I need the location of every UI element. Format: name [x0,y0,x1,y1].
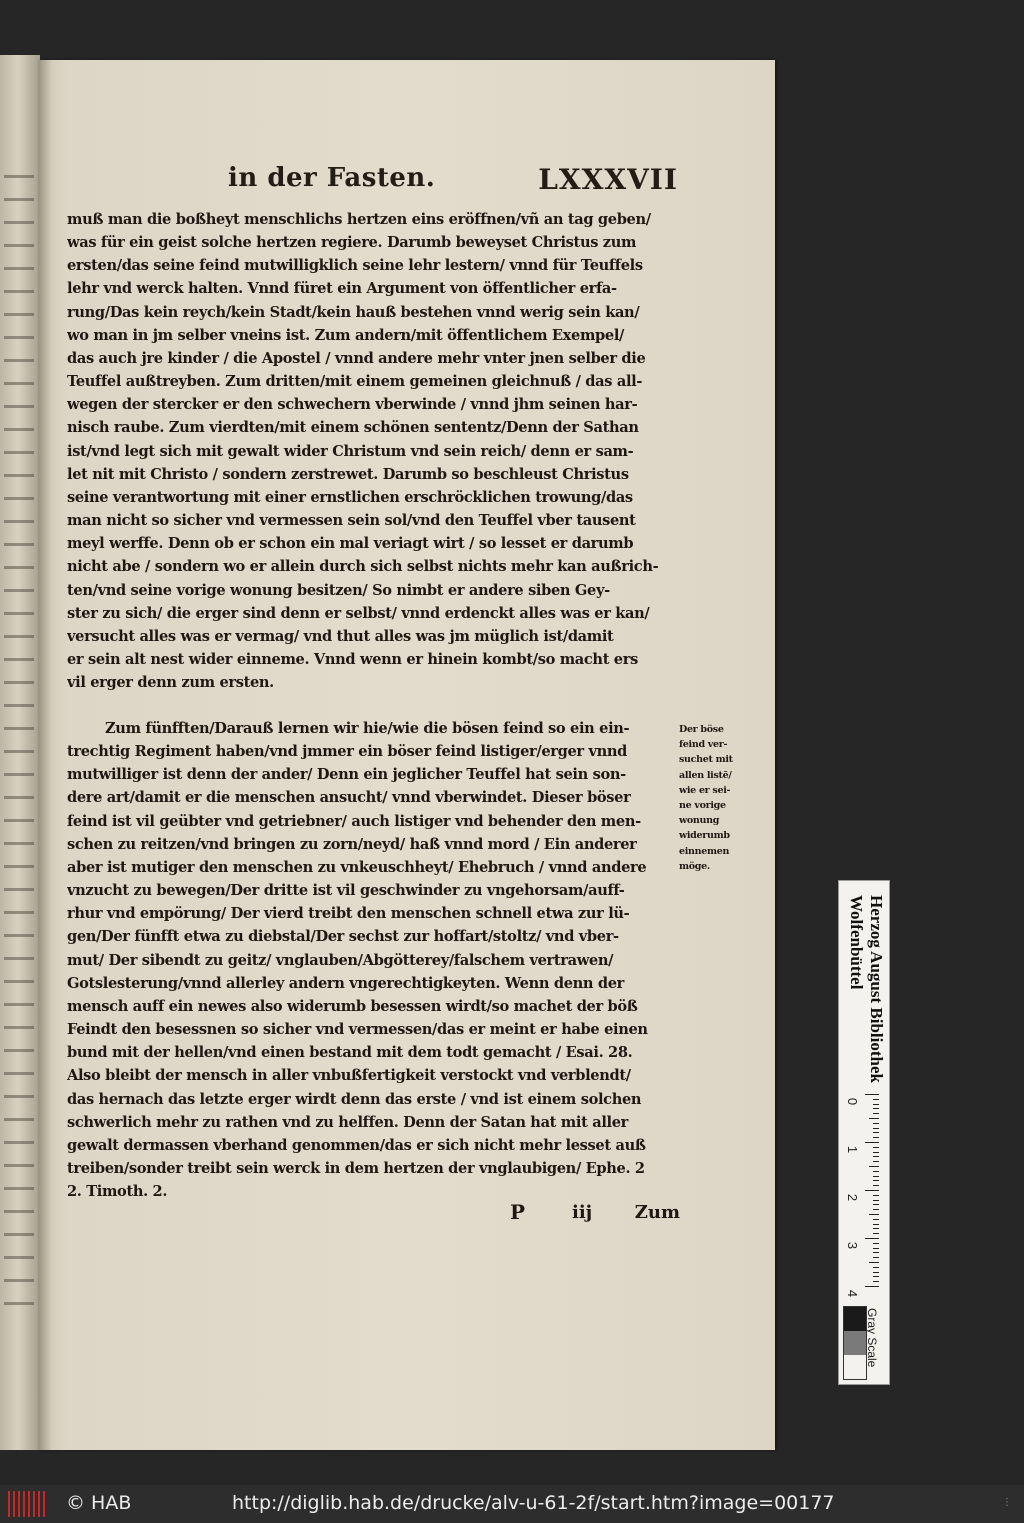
ruler-tick [873,1185,879,1186]
marginal-note [679,722,749,874]
text-line: schen zu reitzen/vnd bringen zu zorn/neyd/ haß vnnd mord / Ein anderer [67,835,637,853]
centimeter-ruler [845,1094,879,1298]
ruler-tick [873,1224,879,1225]
text-line: aber ist mutiger den menschen zu vnkeuschheyt/ Ehebruch / vnnd andere [67,858,647,876]
ruler-tick [865,1142,879,1143]
ruler-tick [869,1118,879,1119]
text-line: lehr vnd werck halten. Vnnd füret ein Argument von öffentlicher erfa- [67,280,617,298]
gray-patch-mid [844,1331,866,1355]
ruler-tick [873,1180,879,1181]
text-line: rhur vnd empörung/ Der vierd treibt den menschen schnell etwa zur lü- [67,905,630,923]
logo-bar [43,1491,45,1517]
text-line: dere art/damit er die menschen ansucht/ vnnd vberwindet. Dieser böser [67,789,631,807]
text-line: ersten/das seine feind mutwilligklich seine lehr lestern/ vnnd für Teuffels [67,257,643,275]
catchword: Zum [634,1202,680,1223]
running-head [228,163,678,203]
text-line: nicht abe / sondern wo er allein durch sich selbst nichts mehr kan außrich- [67,558,659,576]
ruler-tick [873,1204,879,1205]
text-line: bund mit der hellen/vnd einen bestand mit dem todt gemacht / Esai. 28. [67,1044,633,1062]
marginal-line: wie er sei- [679,784,731,796]
text-line: gewalt dermassen vberhand genommen/das er sich nicht mehr lesset auß [67,1136,646,1154]
gutter-shadow [38,60,52,1450]
ruler-tick [873,1272,879,1273]
text-line: man nicht so sicher vnd vermessen sein sol/vnd den Teuffel vber tausent [67,512,636,530]
logo-bar [33,1491,35,1517]
text-line: 2. Timoth. 2. [67,1183,168,1201]
ruler-number: 0 [845,1097,861,1106]
text-line: wegen der stercker er den schwechern vberwinde / vnnd jhm seinen har- [67,396,638,414]
ruler-tick [873,1233,879,1234]
text-line: das hernach das letzte erger wirdt denn das erste / vnd ist einem solchen [67,1090,642,1108]
text-line: ten/vnd seine vorige wonung besitzen/ So nimbt er andere siben Gey- [67,581,610,599]
text-line: nisch raube. Zum vierdten/mit einem schönen sententz/Denn der Sathan [67,419,639,437]
previous-page-text-traces [4,175,34,1325]
text-line: vil erger denn zum ersten. [67,674,274,692]
text-line: muß man die boßheyt menschlichs hertzen eins eröffnen/vñ an tag geben/ [67,211,651,228]
logo-bar [8,1491,10,1517]
ruler-tick [873,1147,879,1148]
text-line: rung/Das kein reych/kein Stadt/kein hauß bestehen vnnd werig sein kan/ [67,303,640,321]
ruler-tick [873,1276,879,1277]
ruler-tick [873,1108,879,1109]
ruler-tick [873,1104,879,1105]
folio-number: LXXXVII [538,163,678,196]
paragraph-2 [67,717,679,1203]
text-line: mensch auff ein newes also widerumb besessen wirdt/so machet der böß [67,997,638,1015]
text-line: seine verantwortung mit einer ernstlichen erschröcklichen trowung/das [67,488,633,506]
logo-bar [18,1491,20,1517]
source-url-link[interactable]: http://diglib.hab.de/drucke/alv-u-61-2f/start.htm?image=00177 [232,1492,835,1514]
ruler-tick [873,1128,879,1129]
text-line: Gotslesterung/vnnd allerley andern vngerechtigkeyten. Wenn denn der [67,974,625,992]
logo-bar [23,1491,25,1517]
calibration-strip [838,880,890,1385]
ruler-tick [873,1123,879,1124]
marginal-line: suchet mit [679,754,733,766]
text-line: feind ist vil geübter vnd getriebner/ auch listiger vnd behender den men- [67,812,641,830]
ruler-tick [873,1176,879,1177]
previous-page-edge [0,55,40,1450]
text-line: treiben/sonder treibt sein werck in dem hertzen der vnglaubigen/ Ephe. 2 [67,1159,645,1177]
marginal-line: möge. [679,860,710,872]
ruler-tick [873,1200,879,1201]
paragraph-1 [67,208,679,694]
viewer-footer [0,1485,1024,1523]
gray-patch-white [844,1355,866,1379]
ruler-tick [865,1190,879,1191]
ruler-number: 4 [845,1289,861,1298]
ruler-tick [873,1132,879,1133]
text-line: Feindt den besessnen so sicher vnd vermessen/das er meint er habe einen [67,1021,648,1039]
text-line: schwerlich mehr zu rathen vnd zu helffen. Denn der Satan hat mit aller [67,1113,628,1131]
logo-bar [28,1491,30,1517]
logo-bar [13,1491,15,1517]
text-line: wo man in jm selber vneins ist. Zum andern/mit öffentlichem Exempel/ [67,326,625,344]
text-line: Zum fünfften/Darauß lernen wir hie/wie die bösen feind so ein ein- [105,720,630,737]
signature-number: iij [572,1202,593,1223]
ruler-tick [869,1262,879,1263]
signature-line [510,1200,680,1230]
ruler-tick [873,1171,879,1172]
text-line: trechtig Regiment haben/vnd jmmer ein böser feind listiger/erger vnnd [67,743,628,761]
text-line: mutwilliger ist denn der ander/ Denn ein jeglicher Teuffel hat sein son- [67,766,626,784]
marginal-line: widerumb [679,830,730,842]
ruler-tick [873,1257,879,1258]
text-line: gen/Der fünfft etwa zu diebstal/Der sechst zur hoffart/stoltz/ vnd vber- [67,928,619,946]
marginal-line: feind ver- [679,739,728,751]
text-line: Also bleibt der mensch in aller vnbußfertigkeit verstockt vnd verblendt/ [67,1067,631,1085]
ruler-tick [869,1166,879,1167]
hab-logo-icon[interactable] [6,1491,52,1517]
text-line: mut/ Der sibendt zu geitz/ vnglauben/Abgötterey/falschem vertrawen/ [67,951,614,969]
ruler-number: 2 [845,1193,861,1202]
marginal-line: ne vorige [679,800,726,812]
marginal-line: allen listē/ [679,769,732,781]
ruler-tick [873,1281,879,1282]
ruler-tick [865,1238,879,1239]
marginal-line: einnemen [679,845,730,857]
ruler-number: 3 [845,1241,861,1250]
gray-patch-black [844,1307,866,1331]
ruler-tick [873,1137,879,1138]
gray-scale-patches [843,1306,867,1380]
ruler-number: 1 [845,1145,861,1154]
ruler-tick [873,1099,879,1100]
ruler-tick [873,1209,879,1210]
ruler-tick [873,1161,879,1162]
marginal-line: Der böse [679,724,724,735]
text-line: ist/vnd legt sich mit gewalt wider Christum vnd sein reich/ denn er sam- [67,442,634,460]
viewer-options-icon[interactable]: ⋮ [1002,1497,1012,1508]
ruler-tick [865,1286,879,1287]
signature-mark: P [510,1200,526,1224]
ruler-tick [873,1248,879,1249]
marginal-line: wonung [679,815,720,827]
text-line: ster zu sich/ die erger sind denn er selbst/ vnnd erdenckt alles was er kan/ [67,604,650,622]
text-line: let nit mit Christo / sondern zerstrewet. Darumb so beschleust Christus [67,465,629,483]
text-line: meyl werffe. Denn ob er schon ein mal veriagt wirt / so lesset er darumb [67,535,634,553]
logo-bar [38,1491,40,1517]
text-line: was für ein geist solche hertzen regiere. Darumb beweyset Christus zum [67,234,637,252]
running-title: in der Fasten. [228,163,436,193]
text-line: er sein alt nest wider einneme. Vnnd wenn er hinein kombt/so macht ers [67,650,638,668]
library-name: Herzog August Bibliothek [867,895,886,1083]
ruler-tick [873,1252,879,1253]
text-line: vnzucht zu bewegen/Der dritte ist vil geschwinder zu vngehorsam/auff- [67,882,625,900]
text-line: versucht alles was er vermag/ vnd thut alles was jm müglich ist/damit [67,627,614,645]
ruler-tick [873,1113,879,1114]
gray-scale-label: Gray Scale [865,1308,879,1368]
ruler-tick [873,1267,879,1268]
ruler-tick [873,1195,879,1196]
text-line: das auch jre kinder / die Apostel / vnnd andere mehr vnter jnen selber die [67,349,646,367]
ruler-tick [873,1228,879,1229]
ruler-tick [865,1094,879,1095]
ruler-tick [873,1156,879,1157]
copyright-text: © HAB [66,1492,132,1514]
library-city: Wolfenbüttel [847,895,866,990]
ruler-tick [873,1219,879,1220]
ruler-tick [873,1243,879,1244]
ruler-tick [873,1152,879,1153]
text-line: Teuffel außtreyben. Zum dritten/mit einem gemeinen gleichnuß / das all- [67,373,643,391]
ruler-tick [869,1214,879,1215]
